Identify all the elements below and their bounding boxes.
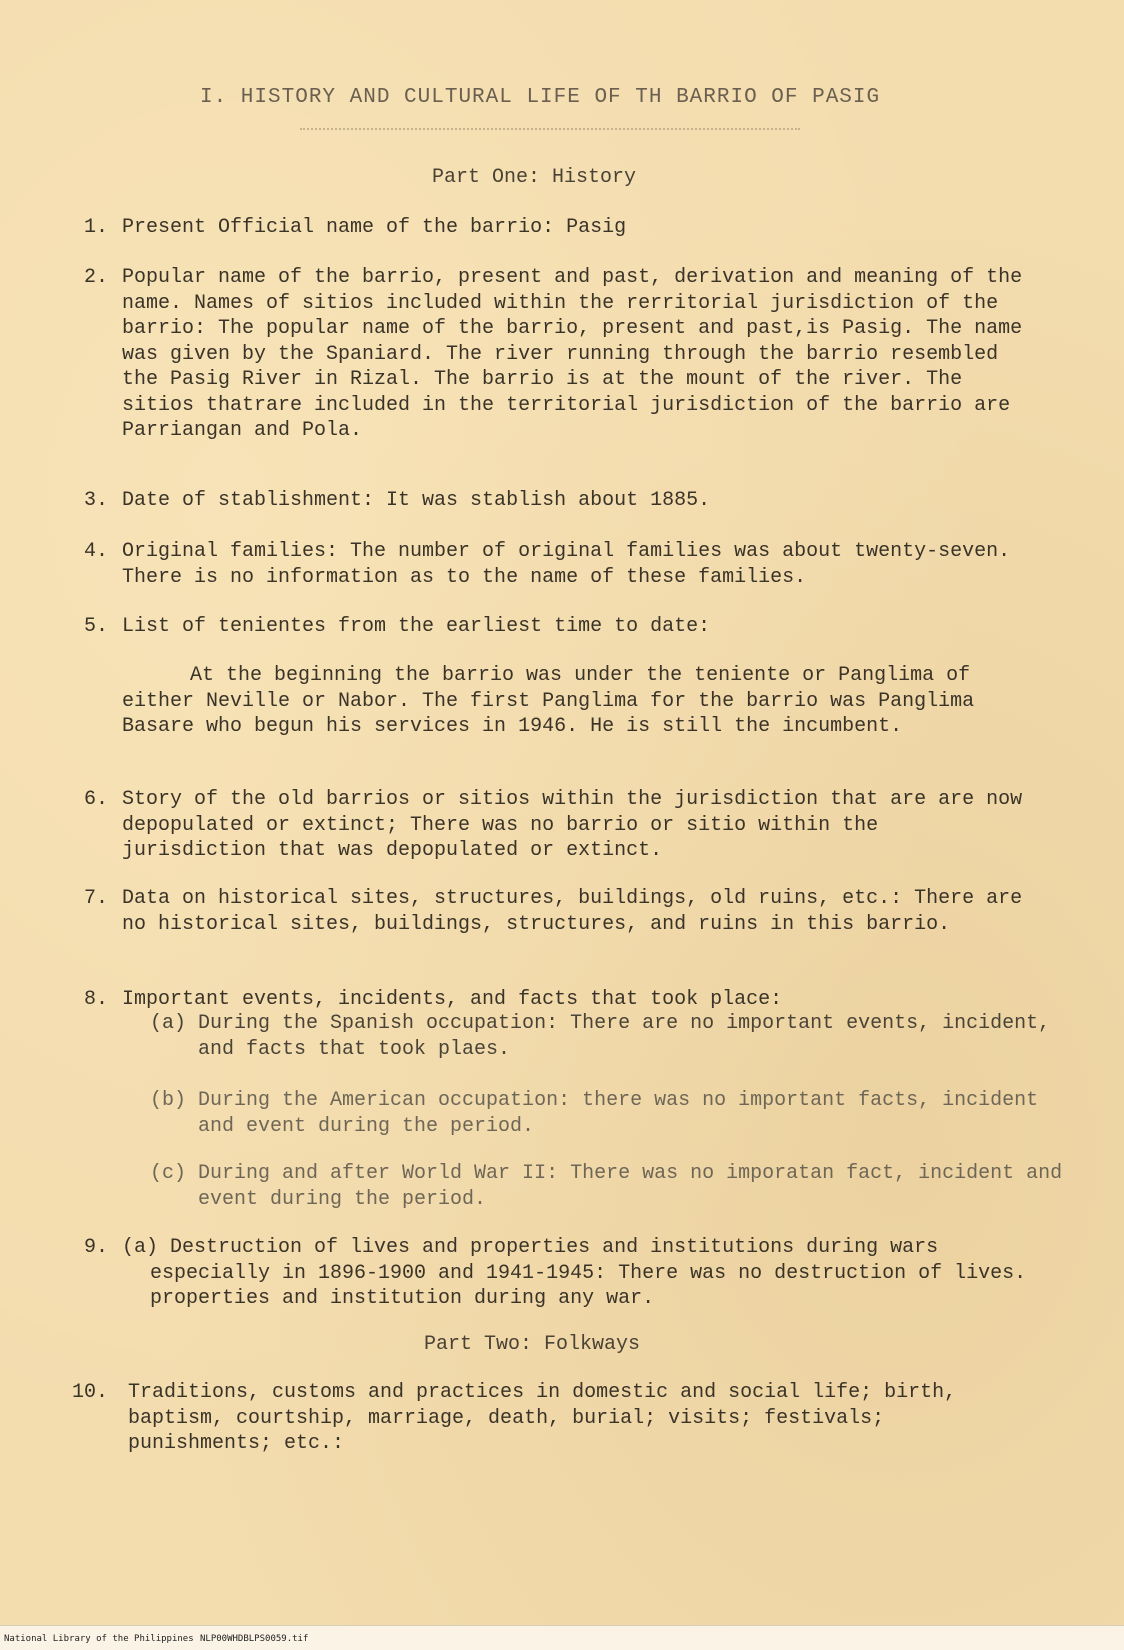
item-1 (84, 215, 1034, 241)
item-2 (84, 265, 1034, 444)
item-2-number: 2. (84, 266, 109, 289)
item-1-number: 1. (84, 216, 109, 239)
item-5-text: List of tenientes from the earliest time to date: (122, 615, 711, 638)
item-6 (84, 787, 1034, 864)
item-7-text: Data on historical sites, structures, buildings, old ruins, etc.: There are no historical sites, buildings, structures, and ruins in this barrio. (122, 887, 1023, 936)
item-3-text: Date of stablishment: It was stablish about 1885. (122, 489, 711, 512)
item-8c: (c) During and after World War II: There was no imporatan fact, incident and event during the period. (150, 1162, 1063, 1211)
item-4-text: Original families: The number of original families was about twenty-seven. There is no information as to the name of these families. (122, 540, 1011, 589)
item-5 (84, 614, 1034, 640)
item-3 (84, 488, 1034, 514)
item-1-text: Present Official name of the barrio: Pasig (122, 216, 627, 239)
item-6-text: Story of the old barrios or sitios within the jurisdiction that are are now depopulated or extinct; There was no barrio or sitio within the jurisdiction that was depopulated or extinct. (122, 788, 1023, 862)
item-7-number: 7. (84, 887, 109, 910)
item-9-number: 9. (84, 1236, 109, 1259)
part-two-heading: Part Two: Folkways (424, 1333, 641, 1356)
item-5-paragraph: At the beginning the barrio was under the teniente or Panglima of either Neville or Nabor. The first Panglima for the barrio was Panglima Basare who begun his services in 1946. He is still the incumbent. (122, 664, 975, 738)
item-6-number: 6. (84, 788, 109, 811)
item-4-number: 4. (84, 540, 109, 563)
item-10-number: 10. (72, 1381, 109, 1404)
item-9-text: (a) Destruction of lives and properties and institutions during wars especially in 1896-1900 and 1941-1945: There was no destruction of lives. properties and institution during any war. (122, 1236, 1027, 1310)
item-2-text: Popular name of the barrio, present and past, derivation and meaning of the name. Names of sitios included within the rerritorial jurisdiction of the barrio: The popular name of the barrio, present and past,is Pasig. The name was given by the Spaniard. The river running through the barrio resembled the Pasig River in Rizal. The barrio is at the mount of the river. The sitios thatrare included in the territorial jurisdiction of the barrio are Parriangan and Pola. (122, 266, 1023, 442)
item-7 (84, 886, 1034, 937)
item-10-text: Traditions, customs and practices in domestic and social life; birth, baptism, courtship, marriage, death, burial; visits; festivals; punishments; etc.: (128, 1381, 957, 1455)
item-8 (84, 987, 1034, 1013)
item-4 (84, 539, 1034, 590)
item-5-number: 5. (84, 615, 109, 638)
item-10 (72, 1380, 1022, 1457)
faint-dotted-line (300, 128, 800, 130)
item-8-number: 8. (84, 988, 109, 1011)
scan-footer (0, 1625, 1124, 1650)
footer-filename: NLP00WHDBLPS0059.tif (200, 1634, 309, 1644)
item-8b: (b) During the American occupation: there was no important facts, incident and event during the period. (150, 1089, 1039, 1138)
item-8a: (a) During the Spanish occupation: There are no important events, incident, and facts that took plaes. (150, 1012, 1051, 1061)
document-title: I. HISTORY AND CULTURAL LIFE OF TH BARRIO OF PASIG (200, 86, 881, 109)
item-9 (84, 1235, 1034, 1312)
footer-library: National Library of the Philippines (4, 1634, 194, 1644)
item-8-text: Important events, incidents, and facts that took place: (122, 988, 783, 1011)
item-3-number: 3. (84, 489, 109, 512)
part-one-heading: Part One: History (432, 166, 637, 189)
